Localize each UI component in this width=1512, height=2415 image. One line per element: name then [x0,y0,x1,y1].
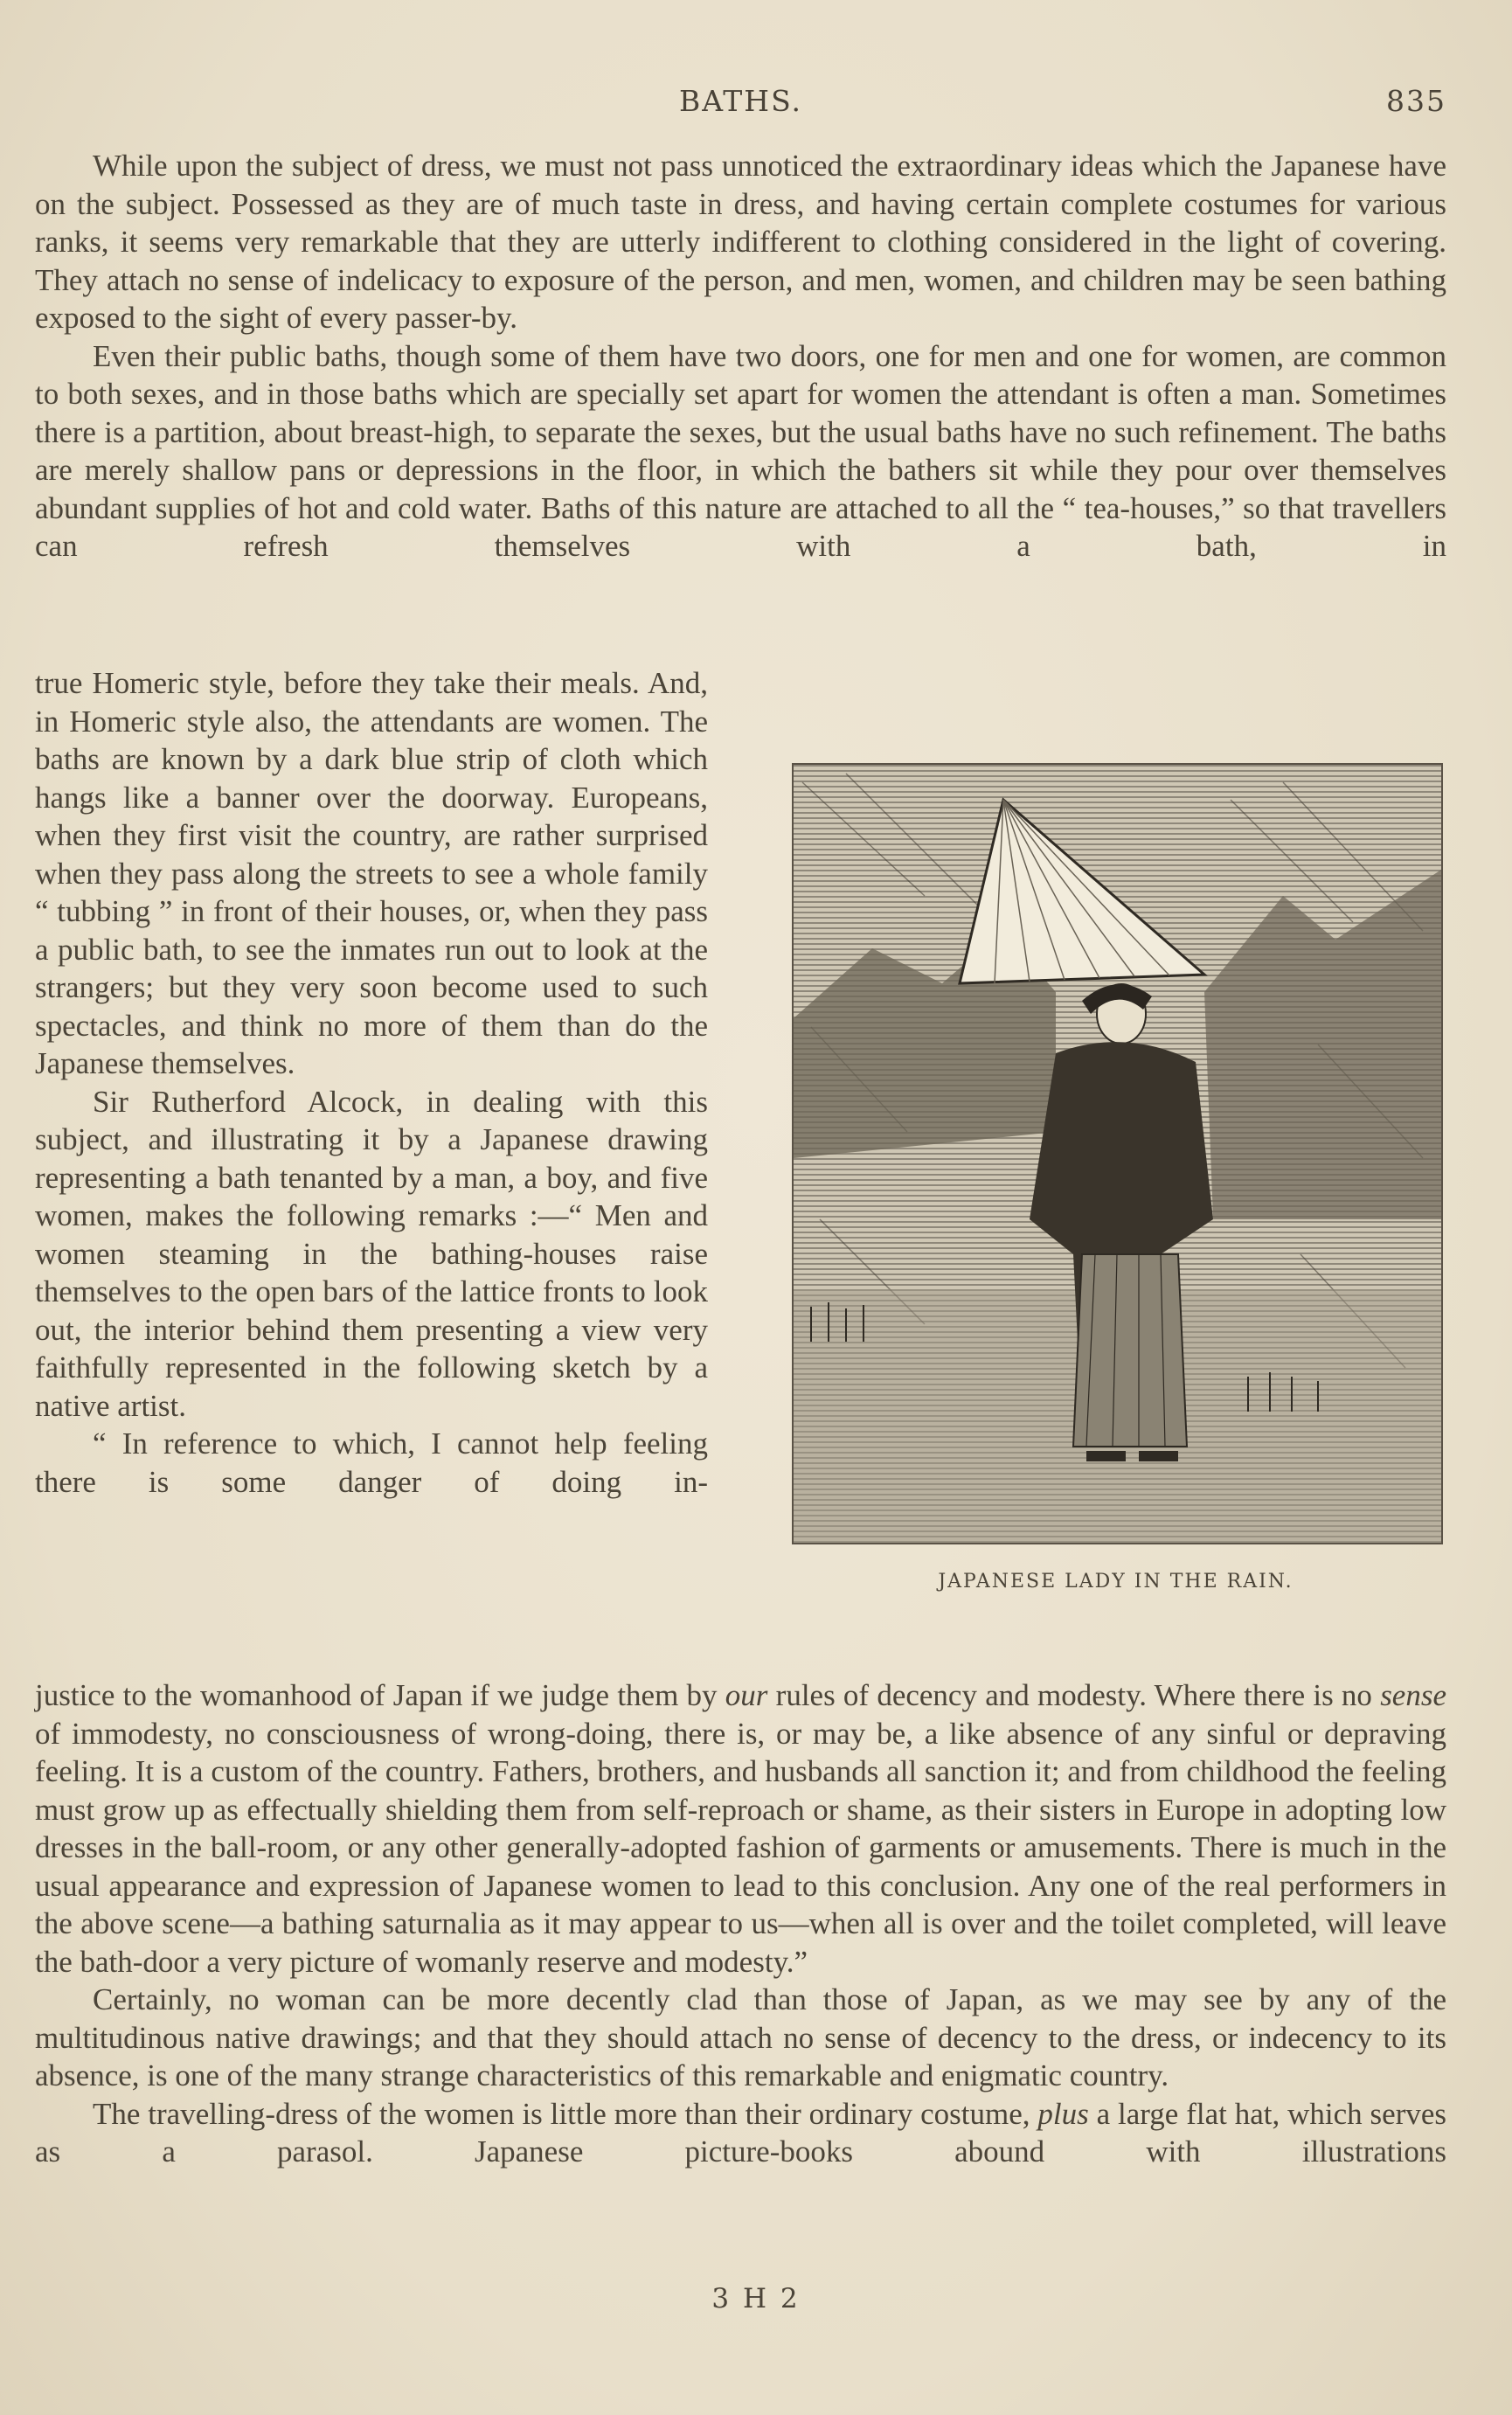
paragraph-decently-clad: Certainly, no woman can be more decently clad than those of Japan, as we may see by any of the multitudinous native drawings; and that they should attach no sense of decency to the dress, or indecency to its absence, is one of the many strange characteristics of this remarkable and enigmatic country. [35,1982,1446,2092]
paragraph-dress: While upon the subject of dress, we must not pass unnoticed the extraordinary ideas which the Japanese have on the subject. Possessed as they are of much taste in dress, and having certain complete costumes for various ranks, it seems very remarkable that they are utterly indifferent to clothing considered in the light of covering. They attach no sense of indelicacy to exposure of the person, and men, women, and children may be seen bathing exposed to the sight of every passer-by. [35,149,1446,335]
figure-caption: JAPANESE LADY IN THE RAIN. [938,1571,1294,1593]
text-block-left-column [35,664,708,1501]
travel-segment-2: a large flat hat, which serves as a parasol. Japanese picture-books abound with illustrations [35,2096,1446,2169]
printer-signature-mark: 3 H 2 [711,2283,801,2314]
quote-segment-3: of immodesty, no consciousness of wrong-doing, there is, or may be, a like absence of any sinful or depraving feeling. It is a custom of the country. Fathers, brothers, and husbands all sanction it; and from childhood the feeling must grow up as effectually shielding them from self-reproach or shame, as their sisters in Europe in adopting low dresses in the ball-room, or any other generally-adopted fashion of garments or amusements. There is much in the usual appearance and expression of Japanese women to lead to this conclusion. Any one of the real performers in the above scene—a bathing saturnalia as it may appear to us—when all is over and the toilet completed, will leave the bath-door a very picture of womanly reserve and modesty.” [35,1716,1446,1979]
text-block-top [35,147,1446,566]
paragraph-homeric: true Homeric style, before they take their meals. And, in Homeric style also, the attendants are women. The baths are known by a dark blue strip of cloth which hangs like a banner over the doorway. Europeans, when they first visit the country, are rather surprised when they pass along the streets to see a whole family “ tubbing ” in front of their houses, or, when they pass a public bath, to see the inmates run out to look at the strangers; but they very soon become used to such spectacles, and think no more of them than do the Japanese themselves. [35,666,708,1080]
italic-plus: plus [1037,2096,1089,2131]
paragraph-travelling-dress [35,2095,1446,2171]
page-number: 835 [1386,84,1446,118]
paragraph-quote-start: “ In reference to which, I cannot help feeling there is some danger of doing in- [35,1426,708,1499]
quote-segment-1: justice to the womanhood of Japan if we judge them by [35,1678,725,1712]
illustration-engraving [794,765,1441,1543]
quote-segment-2: rules of decency and modesty. Where there is no [767,1678,1381,1712]
running-title: BATHS. [679,84,802,118]
italic-sense: sense [1380,1678,1446,1712]
page-header [35,84,1446,128]
illustration-japanese-lady-in-rain [792,763,1443,1544]
paragraph-public-baths: Even their public baths, though some of them have two doors, one for men and one for women, are common to both sexes, and in those baths which are specially set apart for women the attendant is often a man. Sometimes there is a partition, about breast-high, to separate the sexes, but the usual baths have no such refinement. The baths are merely shallow pans or depressions in the floor, in which the bathers sit while they pour over themselves abundant supplies of hot and cold water. Baths of this nature are attached to all the “ tea-houses,” so that travellers can refresh themselves with a bath, in [35,338,1446,563]
text-block-bottom [35,1676,1446,2171]
paragraph-quote-continued [35,1676,1446,1981]
travel-segment-1: The travelling-dress of the women is little more than their ordinary costume, [93,2096,1038,2131]
italic-our: our [725,1678,768,1712]
paragraph-alcock: Sir Rutherford Alcock, in dealing with this subject, and illustrating it by a Japanese drawing representing a bath tenanted by a man, a boy, and five women, makes the following remarks :—“ Men and women steaming in the bathing-houses raise themselves to the open bars of the lattice fronts to look out, the interior behind them presenting a view very faithfully represented in the following sketch by a native artist. [35,1084,708,1423]
